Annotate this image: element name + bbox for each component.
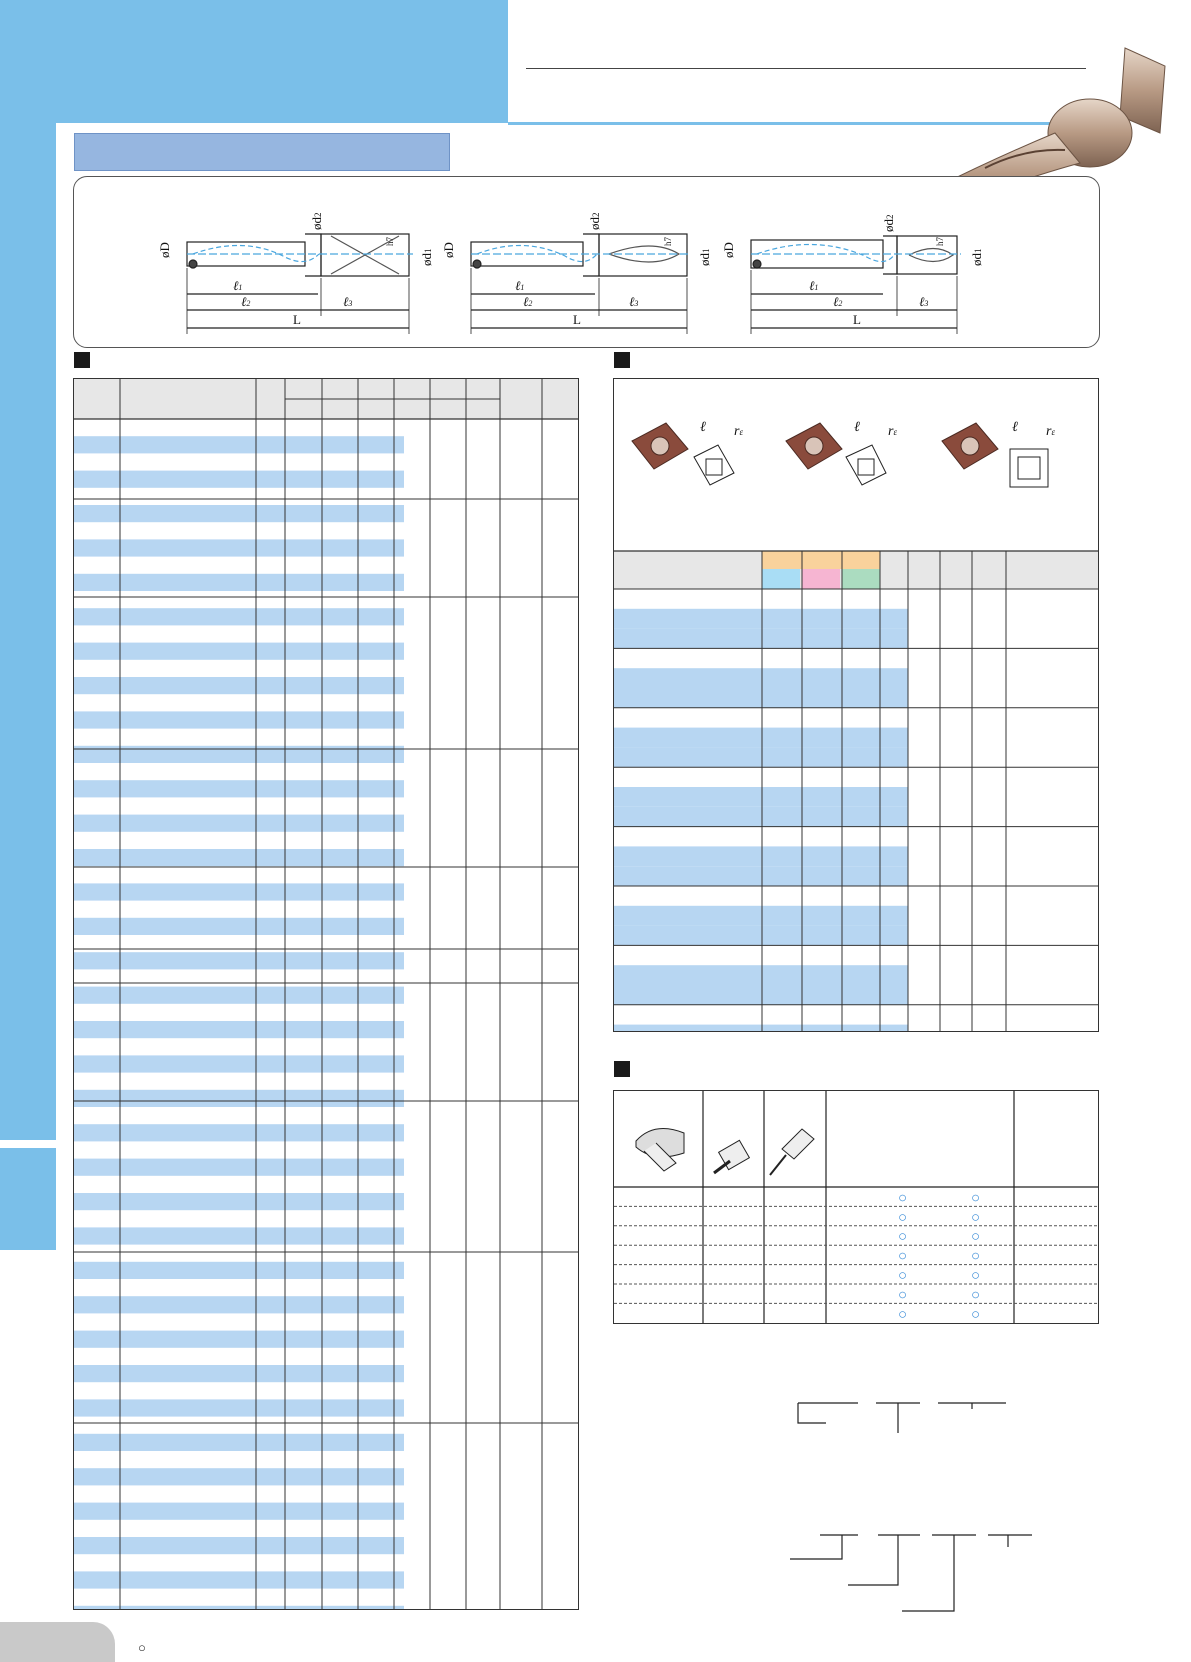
insert-label-l-2: ℓ xyxy=(854,420,860,435)
table-row-stripe xyxy=(74,643,404,660)
section-marker-main-table xyxy=(74,352,90,368)
screwdriver-icon xyxy=(770,1129,814,1175)
table-row-stripe xyxy=(74,1365,404,1382)
insert-image-3 xyxy=(942,423,1048,487)
dim-label-L-2: L xyxy=(573,312,581,327)
code-key-diagram xyxy=(780,1395,1040,1615)
wrench-key-icon xyxy=(714,1140,749,1173)
side-tab-divider xyxy=(0,1140,56,1148)
insert-label-l-3: ℓ xyxy=(1012,420,1018,435)
dim-label-d2-3: ød2 xyxy=(881,214,896,232)
table-row-stripe xyxy=(74,1503,404,1520)
table-row-stripe xyxy=(74,1399,404,1416)
insert-label-l-1: ℓ xyxy=(700,420,706,435)
availability-circle: ○ xyxy=(898,1287,908,1304)
dim-label-h7-2: h7 xyxy=(663,237,673,246)
top-color-band xyxy=(0,0,508,123)
drill-dimension-diagrams xyxy=(73,176,1098,346)
table-row-stripe xyxy=(74,1571,404,1588)
table-row-stripe xyxy=(74,1331,404,1348)
insert-row-stripe xyxy=(614,728,908,748)
dim-label-l2-3: ℓ2 xyxy=(833,294,843,309)
insert-row-stripe xyxy=(614,668,908,688)
dim-label-l3-1: ℓ3 xyxy=(343,294,353,309)
insert-row-stripe xyxy=(614,1025,908,1031)
table-row-stripe xyxy=(74,987,404,1004)
insert-label-r-3: rε xyxy=(1046,424,1055,439)
table-row-stripe xyxy=(74,952,404,969)
dim-label-L-3: L xyxy=(853,312,861,327)
dim-label-l1-1: ℓ1 xyxy=(233,278,243,293)
table-row-stripe xyxy=(74,815,404,832)
availability-circle: ○ xyxy=(898,1209,908,1226)
table-row-stripe xyxy=(74,780,404,797)
table-row-stripe xyxy=(74,849,404,866)
availability-circle: ○ xyxy=(971,1190,981,1207)
table-row-stripe xyxy=(74,1124,404,1141)
dim-label-h7-3: h7 xyxy=(935,237,945,246)
dim-label-d2-1: ød2 xyxy=(309,212,324,230)
insert-row-stripe xyxy=(614,985,908,1005)
insert-row-stripe xyxy=(614,906,908,926)
table-row-stripe xyxy=(74,677,404,694)
table-row-stripe xyxy=(74,746,404,763)
dim-label-l1-2: ℓ1 xyxy=(515,278,525,293)
availability-circle: ○ xyxy=(898,1248,908,1265)
side-color-band xyxy=(0,0,56,1250)
dim-label-l2-1: ℓ2 xyxy=(241,294,251,309)
table-row-stripe xyxy=(74,1468,404,1485)
insert-label-r-1: rε xyxy=(734,424,743,439)
dim-label-h7-1: h7 xyxy=(385,237,395,246)
table-row-stripe xyxy=(74,1606,404,1609)
availability-circle: ○ xyxy=(971,1248,981,1265)
inserts-table-grid xyxy=(614,379,1098,1031)
section-title-box xyxy=(74,133,450,171)
availability-circle: ○ xyxy=(971,1229,981,1246)
table-row-stripe xyxy=(74,1055,404,1072)
insert-row-stripe xyxy=(614,926,908,946)
availability-circle: ○ xyxy=(971,1306,981,1323)
availability-circle: ○ xyxy=(898,1190,908,1207)
inserts-table xyxy=(613,378,1099,1032)
availability-circle: ○ xyxy=(971,1268,981,1284)
footer-mark: ○ xyxy=(138,1640,146,1655)
main-table-grid xyxy=(74,379,578,1609)
table-row-stripe xyxy=(74,1227,404,1244)
availability-circle: ○ xyxy=(898,1268,908,1284)
main-dimensions-table xyxy=(73,378,579,1610)
table-row-stripe xyxy=(74,711,404,728)
insert-image-1 xyxy=(632,423,734,485)
table-row-stripe xyxy=(74,918,404,935)
insert-row-stripe xyxy=(614,807,908,827)
spare-parts-table xyxy=(613,1090,1099,1324)
screw-icon xyxy=(636,1129,684,1172)
table-row-stripe xyxy=(74,574,404,591)
table-row-stripe xyxy=(74,1262,404,1279)
table-row-stripe xyxy=(74,1159,404,1176)
dim-label-d1-2: ød1 xyxy=(697,248,712,266)
section-marker-inserts xyxy=(614,352,630,368)
insert-row-stripe xyxy=(614,747,908,767)
availability-circle: ○ xyxy=(971,1287,981,1304)
insert-label-r-2: rε xyxy=(888,424,897,439)
dim-label-d2-2: ød2 xyxy=(587,212,602,230)
dim-label-L-1: L xyxy=(293,312,301,327)
table-row-stripe xyxy=(74,471,404,488)
dim-label-D-2: øD xyxy=(441,242,456,258)
table-row-stripe xyxy=(74,539,404,556)
insert-row-stripe xyxy=(614,965,908,985)
section-marker-parts xyxy=(614,1061,630,1077)
dim-label-D-1: øD xyxy=(157,242,172,258)
page-number-tab xyxy=(0,1622,115,1662)
drill-diagram-2 xyxy=(471,234,691,334)
insert-row-stripe xyxy=(614,866,908,886)
table-row-stripe xyxy=(74,1296,404,1313)
dim-label-l3-3: ℓ3 xyxy=(919,294,929,309)
availability-circle: ○ xyxy=(898,1229,908,1246)
dim-label-d1-3: ød1 xyxy=(969,248,984,266)
dim-label-l1-3: ℓ1 xyxy=(809,278,819,293)
table-row-stripe xyxy=(74,883,404,900)
table-row-stripe xyxy=(74,1021,404,1038)
table-row-stripe xyxy=(74,1537,404,1554)
insert-row-stripe xyxy=(614,787,908,807)
insert-row-stripe xyxy=(614,609,908,629)
insert-row-stripe xyxy=(614,629,908,649)
dim-label-l2-2: ℓ2 xyxy=(523,294,533,309)
insert-image-2 xyxy=(786,423,886,485)
table-row-stripe xyxy=(74,436,404,453)
table-row-stripe xyxy=(74,608,404,625)
table-row-stripe xyxy=(74,505,404,522)
insert-row-stripe xyxy=(614,846,908,866)
table-row-stripe xyxy=(74,1193,404,1210)
availability-circle: ○ xyxy=(898,1306,908,1323)
table-row-stripe xyxy=(74,1434,404,1451)
table-row-stripe xyxy=(74,1090,404,1107)
insert-row-stripe xyxy=(614,688,908,708)
spare-parts-grid xyxy=(614,1091,1098,1323)
availability-circle: ○ xyxy=(971,1209,981,1226)
dim-label-d1-1: ød1 xyxy=(419,248,434,266)
dim-label-l3-2: ℓ3 xyxy=(629,294,639,309)
dim-label-D-3: øD xyxy=(721,242,736,258)
